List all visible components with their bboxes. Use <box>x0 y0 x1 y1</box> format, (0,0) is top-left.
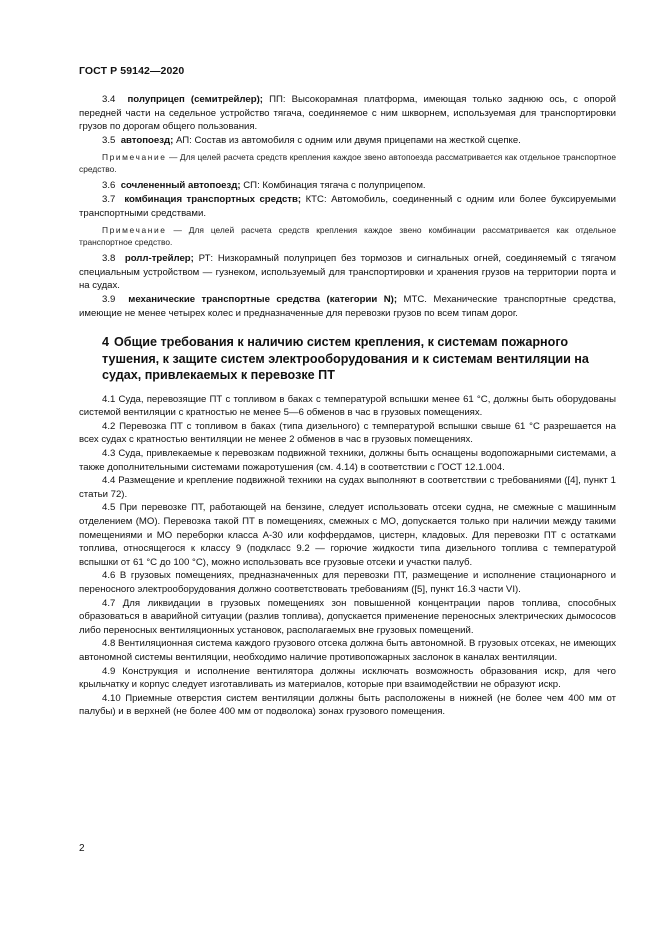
page-number: 2 <box>79 843 85 854</box>
paragraph-4-10: 4.10 Приемные отверстия систем вентиляции должны быть расположены в нижней (не более чем 400 мм от палубы) и в верхней (не более 400 мм от подволока) зонах грузового помещения. <box>79 692 616 718</box>
paragraph-4-5: 4.5 При перевозке ПТ, работающей на бензине, следует использовать отсеки судна, не смежные с машинным отделением (МО). Перевозка такой ПТ в помещениях, смежных с МО, допускается только при наличии между такими помещениями и МО переборки класса А-30 или коффердамов, цистерн, кладовых. Для перевозки ПТ с остатками топлива, относящегося к классу 9 (подкласс 9.2 — горючие жидкости типа дизельного топлива с температурой вспышки от 61 °С до 100 °С), можно использовать все грузовые отсеки и участки палуб. <box>79 502 616 568</box>
note-1: Примечание — Для целей расчета средств крепления каждое звено автопоезда рассматривается как отдельное транспортное средство. <box>79 152 616 175</box>
paragraph-4-9: 4.9 Конструкция и исполнение вентилятора должны исключать возможность образования искр, для чего крыльчатку и корпус следует изготавливать из материалов, которые при взаимодействии не образуют искр. <box>79 665 616 691</box>
term-3-6: 3.6 сочлененный автопоезд; СП: Комбинация тягача с полуприцепом. <box>102 180 426 192</box>
paragraph-4-7: 4.7 Для ликвидации в грузовых помещениях зон повышенной концентрации паров топлива, способных образоваться в аварийной ситуации (разлив топлива), допускается применение переносных электрических дымососов либо переносных вентиляционных установок, располагаемых вне грузовых помещений. <box>79 597 616 636</box>
term-3-5: 3.5 автопоезд; АП: Состав из автомобиля с одним или двумя прицепами на жесткой сцепке. <box>102 134 521 146</box>
term-3-8: 3.8 ролл-трейлер; РТ: Низкорамный полуприцеп без тормозов и сигнальных огней, соединяемый с тягачом специальным устройством — гузнеком, используемый для транспортировки и хранения грузов на территории порта и на судах. <box>79 253 616 292</box>
paragraph-4-3: 4.3 Суда, привлекаемые к перевозкам подвижной техники, должны быть оснащены водопожарными системами, а также дополнительными системами пожаротушения (см. 4.14) в соответствии с ГОСТ 12.1.004. <box>79 448 616 473</box>
paragraph-4-8: 4.8 Вентиляционная система каждого грузового отсека должна быть автономной. В грузовых отсеках, не имеющих автономной системы вентиляции, необходимо наличие противопожарных заслонок в каналах вентиляции. <box>79 638 616 663</box>
term-3-7: 3.7 комбинация транспортных средств; КТС: Автомобиль, соединенный с одним или более буксируемыми транспортными средствами. <box>79 193 616 219</box>
paragraph-4-2: 4.2 Перевозка ПТ с топливом в баках (типа дизельного) с температурой вспышки свыше 61 °С разрешается на всех судах с кратностью вентиляции не менее 2 обменов в час в грузовых помещениях. <box>79 420 616 446</box>
document-body <box>79 93 616 719</box>
term-3-9: 3.9 механические транспортные средства (категории N); МТС. Механические транспортные средства, имеющие не менее четырех колес и предназначенные для перевозки грузов по всем типам дорог. <box>79 293 616 319</box>
document-header: ГОСТ Р 59142—2020 <box>79 65 185 77</box>
paragraph-4-6: 4.6 В грузовых помещениях, предназначенных для перевозки ПТ, размещение и исполнение стационарного и переносного электрооборудования должно соответствовать требованиям ([5], пункт 16.3 части VI). <box>79 570 616 595</box>
section-heading: 4 Общие требования к наличию систем крепления, к системам пожарного тушения, к защите систем электрооборудования и к системам вентиляции на судах, привлекаемых к перевозке ПТ <box>102 335 589 383</box>
term-3-4: 3.4 полуприцеп (семитрейлер); ПП: Высокорамная платформа, имеющая только заднюю ось, с опорой передней части на седельное устройство тягача, соединяемое с ним шкворнем, используемая для транспортировки грузов по дорогам общего пользования. <box>79 94 616 133</box>
paragraph-4-4: 4.4 Размещение и крепление подвижной техники на судах выполняют в соответствии с требованиями ([4], пункт 1 статьи 72). <box>79 475 616 500</box>
note-2: Примечание — Для целей расчета средств крепления каждое звено комбинации рассматривается как отдельное транспортное средство. <box>79 225 616 248</box>
paragraph-4-1: 4.1 Суда, перевозящие ПТ с топливом в баках с температурой вспышки менее 61 °С, должны быть оборудованы системой вентиляции с кратностью не менее 5—6 обменов в час в грузовых помещениях. <box>79 393 616 419</box>
